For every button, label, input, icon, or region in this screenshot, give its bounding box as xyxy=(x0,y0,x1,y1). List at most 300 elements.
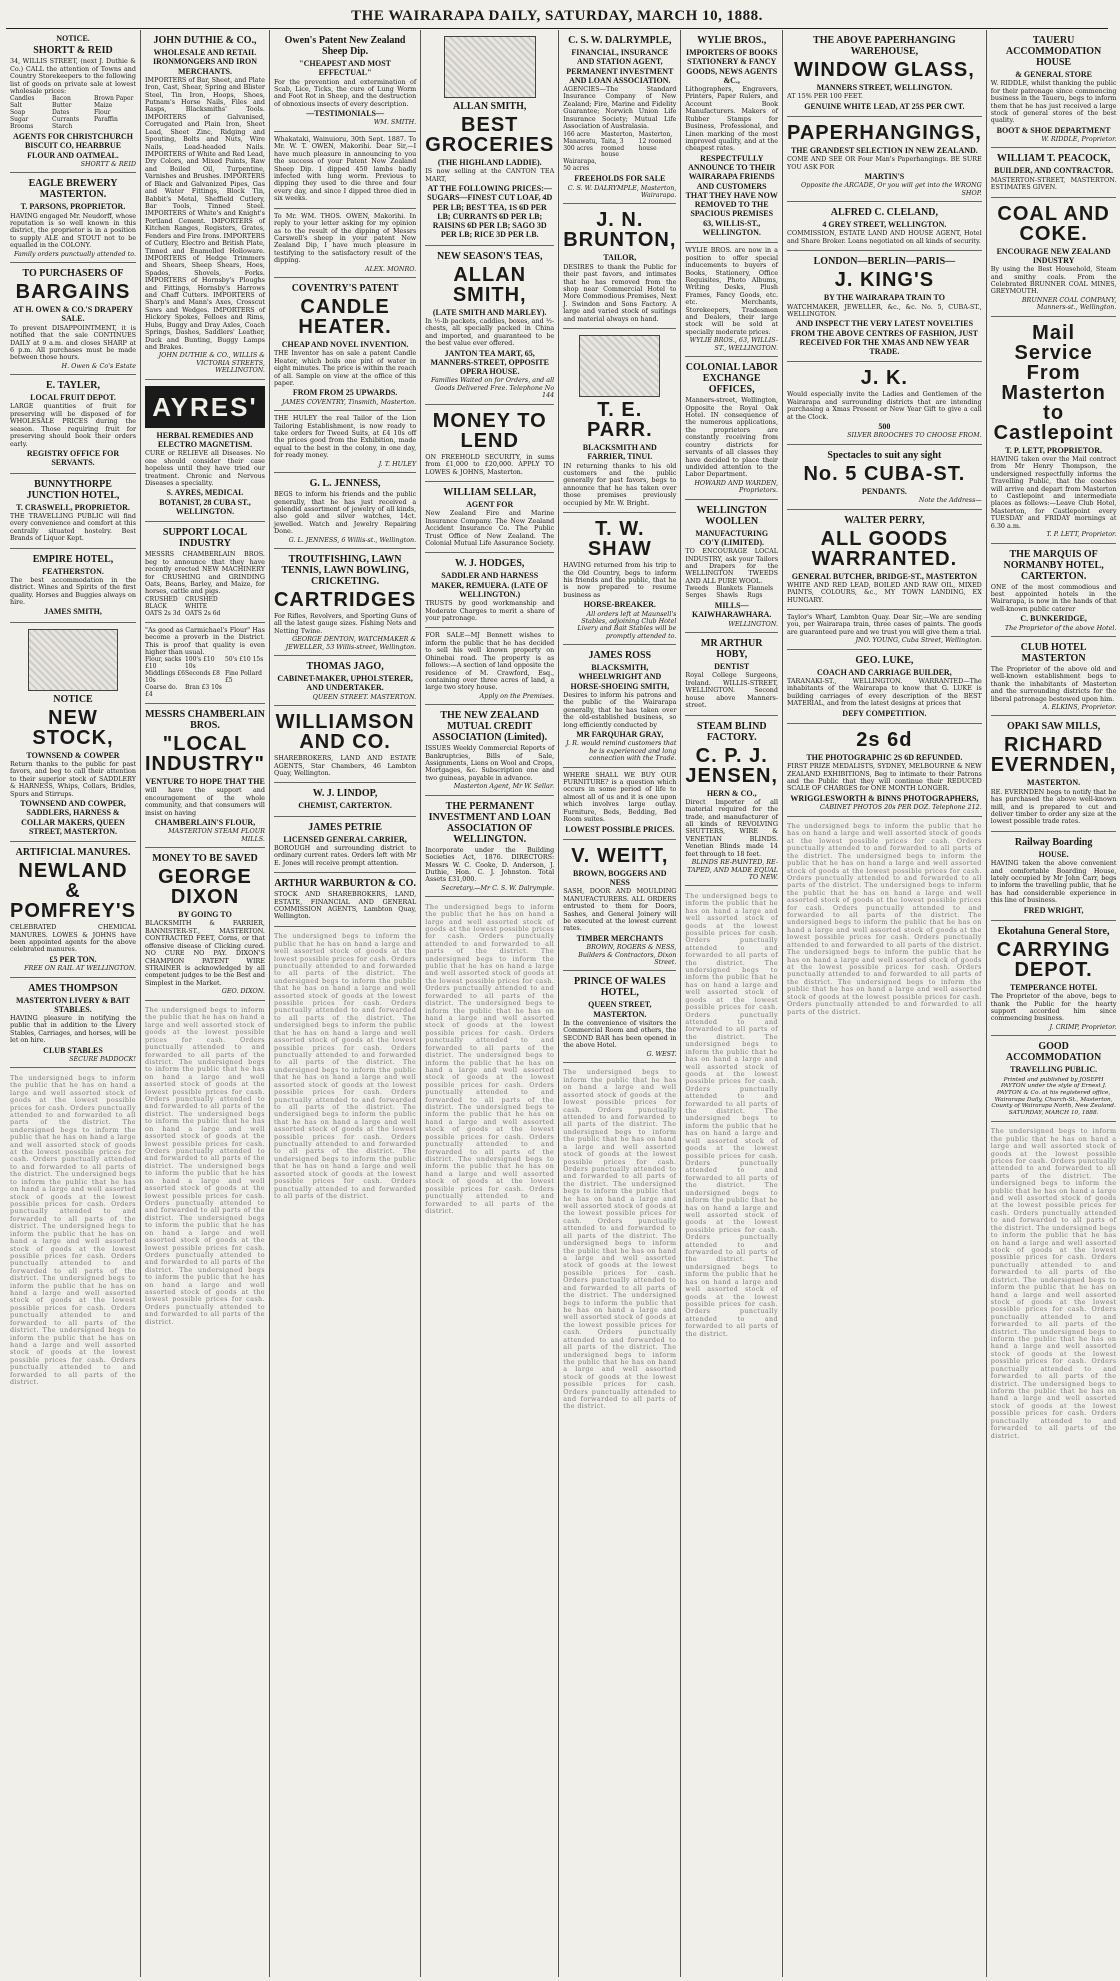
ad-body: HAVING taken the above convenient and comfortable Boarding House, lately occupied by Mr John Carr, begs to inform the travelling public, that he has had considerable experience in this line of business. xyxy=(990,859,1117,905)
ad-headline: GEO. LUKE, xyxy=(855,654,914,666)
ad-signature: GEORGE DENTON, WATCHMAKER & JEWELLER, 53 Willis-street, Wellington. xyxy=(285,635,417,651)
ad-body: ONE of the most commodious and best appointed hotels in the Wairarapa, is now in the hands of that well-known public caterer xyxy=(990,582,1117,613)
ad-headline: JAMES PETRIE xyxy=(308,821,382,833)
ad-subheading: (LATE SMITH AND MARLEY). xyxy=(432,307,547,317)
ad-list-item: Middlings £6 10s xyxy=(145,670,185,685)
advertisement xyxy=(787,650,982,724)
ad-subheading: HOUSE. xyxy=(1038,849,1069,859)
ad-banner: AYRES' xyxy=(145,386,265,428)
advertisement xyxy=(991,716,1117,831)
ad-headline: W. J. LINDOP, xyxy=(312,788,378,800)
ad-headline: OPAKI SAW MILLS, xyxy=(1006,721,1101,733)
advertisement xyxy=(685,243,778,357)
ad-headline: MESSRS CHAMBERLAIN BROS. xyxy=(145,709,265,732)
ad-list-item: 50's £10 15s xyxy=(224,656,264,664)
ad-signature: Apply on the Premises. xyxy=(479,691,555,700)
ad-list-item: Fine Pollard £5 xyxy=(224,670,262,685)
ad-subheading: (THE HIGHLAND LADDIE). xyxy=(437,158,542,167)
ad-extra: FROM FROM 25 UPWARDS. xyxy=(292,388,398,398)
advertisement xyxy=(685,30,778,243)
column-fill-text: The undersigned begs to inform the public that he has on hand a large and well assorted stock of goods at the lowest possible prices for cash. Orders punctually attended to and forwarded to all parts of the district. The undersigned begs to inform the public that he has on hand a large and well assorted stock of goods at the lowest possible prices for cash. Orders punctually attended to and forwarded to all parts of the district. The undersigned begs to inform the public that he has on hand a large and well assorted stock of goods at the lowest possible prices for cash. Orders punctually attended to and forwarded to all parts of the district. The undersigned begs to inform the public that he has on hand a large and well assorted stock of goods at the lowest possible prices for cash. Orders punctually attended to and forwarded to all parts of the district. The undersigned begs to inform the public that he has on hand a large and well assorted stock of goods at the lowest possible prices for cash. Orders punctually attended to and forwarded to all parts of the district. The undersigned begs to inform the public that he has on hand a large and well assorted stock of goods at the lowest possible prices for cash. Orders punctually attended to and forwarded to all parts of the district. xyxy=(145,1006,265,1326)
ad-signature: All orders left at Maunsell's Stables, adjoining Club Hotel Livery and Bait Stables will be promptly attended to. xyxy=(577,609,677,640)
advertisement xyxy=(991,921,1117,1036)
ad-list-item: Serges xyxy=(685,592,707,600)
ad-body: CELEBRATED CHEMICAL MANURES. LOWES & JOHNS have been appointed agents for the above celebrated manures. xyxy=(10,923,136,954)
ad-body: The best accommodation in the district. Wines and Spirits of the first quality. Horses and Buggies always on hire. xyxy=(10,575,136,607)
column-8 xyxy=(987,30,1120,1977)
ad-headline: TROUTFISHING, LAWN TENNIS, LAWN BOWLING, CRICKETING. xyxy=(281,554,409,588)
ad-list-item: Sugar xyxy=(10,116,29,124)
advertisement xyxy=(787,251,982,362)
ad-signature: T. P. LETT, Proprietor. xyxy=(1046,530,1117,539)
ad-subheading: WHOLESALE AND RETAIL IRONMONGERS AND IRON MERCHANTS. xyxy=(152,48,257,76)
advertisement xyxy=(563,204,676,329)
ad-list-item: CRUSHED WHITE OATS 2s 6d xyxy=(184,595,221,617)
ad-body: HAVING engaged Mr. Neudorff, whose reputation is so well known in this district, the proprietor is in a position to supply ALE and STOUT not to be equalled in the COLONY. xyxy=(10,211,136,250)
ad-subheading: FINANCIAL, INSURANCE AND STATION AGENT, PERMANENT INVESTMENT AND LOAN ASSOCIATION. xyxy=(566,48,674,85)
advertisement xyxy=(425,553,554,628)
ad-signature: The Proprietor of the above Hotel. xyxy=(1004,623,1117,632)
ad-signature: WELLINGTON. xyxy=(728,619,778,628)
ad-extra: —TESTIMONIALS— xyxy=(306,109,384,119)
ad-extra: AT THE FOLLOWING PRICES:—SUGARS—FINEST CUT LOAF, 4D PER LB; BEST TEA, 1S 6D PER LB; CURRANTS 6D PER LB; RAISINS 6D PER LB; SAGO 3D PER LB; RICE 3D PER LB. xyxy=(427,184,553,240)
engraving-illustration xyxy=(444,36,536,98)
ad-display-text: J. K. xyxy=(860,367,908,390)
ad-signature: GEO. DIXON. xyxy=(221,987,265,996)
advertisement xyxy=(787,202,982,251)
advertisement xyxy=(787,30,982,117)
ad-signature: G. L. JENNESS, 6 Willis-st., Wellington. xyxy=(288,535,417,544)
ad-body: WATCHMAKER, JEWELLER, &c., &c. No. 5, CUBA-ST., WELLINGTON. xyxy=(787,302,982,318)
ad-extra: £5 PER TON. xyxy=(49,954,97,964)
ad-extra: BOOT & SHOE DEPARTMENT xyxy=(996,125,1111,135)
column-fill-text: The undersigned begs to inform the public that he has on hand a large and well assorted stock of goods at the lowest possible prices for cash. Orders punctually attended to and forwarded to all parts of the district. The undersigned begs to inform the public that he has on hand a large and well assorted stock of goods at the lowest possible prices for cash. Orders punctually attended to and forwarded to all parts of the district. The undersigned begs to inform the public that he has on hand a large and well assorted stock of goods at the lowest possible prices for cash. Orders punctually attended to and forwarded to all parts of the district. The undersigned begs to inform the public that he has on hand a large and well assorted stock of goods at the lowest possible prices for cash. Orders punctually attended to and forwarded to all parts of the district. The undersigned begs to inform the public that he has on hand a large and well assorted stock of goods at the lowest possible prices for cash. Orders punctually attended to and forwarded to all parts of the district. The undersigned begs to inform the public that he has on hand a large and well assorted stock of goods at the lowest possible prices for cash. Orders punctually attended to and forwarded to all parts of the district. xyxy=(273,932,417,1201)
ad-subheading: DENTIST xyxy=(714,662,750,672)
ad-body: To prevent DISAPPOINTMENT, it is notified that the sale CONTINUES DAILY at 9 a.m. and closes SHARP at 6 p.m. All purchases must be made between those hours. xyxy=(10,323,136,362)
ad-headline: WALTER PERRY, xyxy=(844,514,925,526)
ad-headline: COVENTRY'S PATENT xyxy=(291,283,399,295)
advertisement xyxy=(991,832,1117,921)
ad-list-item: Flannels xyxy=(747,585,774,593)
ad-display-text: BARGAINS xyxy=(15,281,131,304)
ad-body: ON FREEHOLD SECURITY, in sums from £1,000 to £20,000. APPLY TO LOWES & JOHNS, Masterton. xyxy=(425,452,555,476)
ad-title: NOTICE. xyxy=(56,34,90,43)
ad-list-item: CRUSHED BLACK OATS 2s 3d xyxy=(145,595,181,617)
ad-headline: G. L. JENNESS, xyxy=(309,478,381,490)
ad-signature: A. ELKINS, Proprietor. xyxy=(1042,703,1117,712)
ad-headline: WELLINGTON WOOLLEN xyxy=(696,504,767,527)
ad-headline: TAUERU ACCOMMODATION HOUSE xyxy=(1005,35,1102,68)
advertisement xyxy=(425,705,554,796)
ad-list-item: Shawls xyxy=(716,592,738,600)
ad-subheading: FEATHERSTON. xyxy=(42,566,104,576)
ad-signature: JAMES COVENTRY, Tinsmith, Masterton. xyxy=(282,397,417,406)
ad-extra: AND INSPECT THE VERY LATEST NOVELTIES FROM THE ABOVE CENTRES OF FASHION, JUST RECEIVED FOR THE XMAS AND NEW YEAR TRADE. xyxy=(790,319,978,357)
ad-list-item: Masterton, Taita, 3 roomed house xyxy=(600,130,635,159)
ad-subheading: CHEMIST, CARTERTON. xyxy=(298,801,392,811)
ad-extra: REGISTRY OFFICE FOR SERVANTS. xyxy=(26,449,120,468)
ad-list-item: Bacon xyxy=(52,95,71,103)
ad-subheading: LOCAL FRUIT DEPOT. xyxy=(30,393,116,403)
advertisement xyxy=(10,30,136,173)
advertisement xyxy=(145,848,265,1000)
ad-signature: WYLIE BROS., 63, WILLIS-ST., WELLINGTON. xyxy=(689,336,778,352)
ad-headline: Owen's Patent New Zealand Sheep Dip. xyxy=(284,35,406,57)
ad-list-item: Tweeds xyxy=(685,585,709,593)
ad-body: Incorporate under the Building Societies Act, 1876. DIRECTORS: Messrs W. C. Cooke, D. Anderson, J. Duthie, Hon. C. J. Johnston. Total Assets £31,000. xyxy=(425,845,555,884)
ad-display-text: NEWLAND & POMFREY'S xyxy=(10,860,136,923)
advertisement xyxy=(787,362,982,444)
column-fill-text: The undersigned begs to inform the public that he has on hand a large and well assorted stock of goods at the lowest possible prices for cash. Orders punctually attended to and forwarded to all parts of the district. The undersigned begs to inform the public that he has on hand a large and well assorted stock of goods at the lowest possible prices for cash. Orders punctually attended to and forwarded to all parts of the district. The undersigned begs to inform the public that he has on hand a large and well assorted stock of goods at the lowest possible prices for cash. Orders punctually attended to and forwarded to all parts of the district. The undersigned begs to inform the public that he has on hand a large and well assorted stock of goods at the lowest possible prices for cash. Orders punctually attended to and forwarded to all parts of the district. The undersigned begs to inform the public that he has on hand a large and well assorted stock of goods at the lowest possible prices for cash. Orders punctually attended to and forwarded to all parts of the district. The undersigned begs to inform the public that he has on hand a large and well assorted stock of goods at the lowest possible prices for cash. Orders punctually attended to and forwarded to all parts of the district. xyxy=(10,1073,136,1387)
ad-headline: SUPPORT LOCAL INDUSTRY xyxy=(162,527,248,550)
ad-list-item: Candles xyxy=(10,95,35,103)
advertisement xyxy=(563,329,676,513)
ad-headline: ALLAN SMITH, xyxy=(453,101,527,112)
ad-subheading: "CHEAPEST AND MOST EFFECTUAL" xyxy=(299,59,392,78)
ad-body: Return thanks to the public for past favors, and beg to call their attention to their superior stock of SADDLERY & HARNESS, Whips, Collars, Bridles, Spurs and Stirrups. xyxy=(10,759,136,798)
ad-body: BEGS to inform his friends and the public generally, that he has just received a splendid assortment of jewelry of all kinds, also gold and silver watches, 14ct. jewelled. Watch and Jewelry Repairing Done. xyxy=(273,490,417,536)
advertisement xyxy=(787,117,982,202)
ad-list-item: Flour xyxy=(94,109,111,117)
ad-signature: J. CRIMP, Proprietor. xyxy=(1049,1022,1117,1031)
ad-signature: Family orders punctually attended to. xyxy=(13,249,136,258)
ad-body: SASH, DOOR AND MOULDING MANUFACTURERS. ALL ORDERS entrusted to them for Doors, Sashes, and General Joinery will be executed at the lowest current rates. xyxy=(563,887,677,933)
ad-subheading: MANUFACTURING CO'Y (LIMITED). xyxy=(695,528,769,547)
ad-signature: MASTERTON STEAM FLOUR MILLS. xyxy=(168,827,265,843)
ad-subheading: TRAVELLING PUBLIC. xyxy=(1010,1065,1098,1075)
ad-body: COMMISSION, ESTATE LAND AND HOUSE AGENT, Hotel and Share Broker. Loans negotiated on all kinds of security. xyxy=(787,229,982,245)
ad-display-text: V. WEITT, xyxy=(571,844,669,867)
ad-list-item: 100's £10 10s xyxy=(184,656,215,671)
advertisement xyxy=(563,645,676,767)
ad-signature: Secretary.—Mr C. S. W. Dalrymple. xyxy=(441,883,555,892)
masthead: THE WAIRARAPA DAILY, SATURDAY, MARCH 10, 1888. xyxy=(6,4,1108,29)
ad-signature: C. S. W. DALRYMPLE, Masterton, Wairarapa. xyxy=(567,183,677,199)
advertisement xyxy=(10,173,136,263)
column-fill-text: The undersigned begs to inform the public that he has on hand a large and well assorted stock of goods at the lowest possible prices for cash. Orders punctually attended to and forwarded to all parts of the district. The undersigned begs to inform the public that he has on hand a large and well assorted stock of goods at the lowest possible prices for cash. Orders punctually attended to and forwarded to all parts of the district. The undersigned begs to inform the public that he has on hand a large and well assorted stock of goods at the lowest possible prices for cash. Orders punctually attended to and forwarded to all parts of the district. The undersigned begs to inform the public that he has on hand a large and well assorted stock of goods at the lowest possible prices for cash. Orders punctually attended to and forwarded to all parts of the district. The undersigned begs to inform the public that he has on hand a large and well assorted stock of goods at the lowest possible prices for cash. Orders punctually attended to and forwarded to all parts of the district. The undersigned begs to inform the public that he has on hand a large and well assorted stock of goods at the lowest possible prices for cash. Orders punctually attended to and forwarded to all parts of the district. xyxy=(990,1127,1117,1440)
ad-list-item: Coarse do. £4 xyxy=(145,684,178,699)
ad-subheading: AT H. OWEN & CO.'S DRAPERY SALE. xyxy=(12,305,134,324)
ad-body: Desires to inform his patrons and the public of the Wairarapa generally, that he has taken over the old-established business, so long efficiently conducted by xyxy=(563,690,677,729)
ad-headline: COLONIAL LABOR EXCHANGE OFFICES, xyxy=(685,362,778,396)
column-1 xyxy=(6,30,141,1977)
advertisement xyxy=(991,544,1117,637)
ad-extra: MARTIN'S xyxy=(864,172,905,182)
ad-list xyxy=(145,657,265,699)
column-3 xyxy=(270,30,421,1977)
ad-body: Royal College Surgeons, Ireland. WILLIS-STREET, WELLINGTON. Second house above Manners-street. xyxy=(685,671,778,710)
advertisement xyxy=(274,411,416,473)
ad-signature: Masterton Agent, Mr W. Sellar. xyxy=(453,782,555,791)
ad-list-item: Seconds £8 xyxy=(184,670,220,678)
engraving-illustration xyxy=(28,629,118,691)
ad-list-item: Starch xyxy=(52,123,73,131)
ad-subheading: TEMPERANCE HOTEL xyxy=(1009,982,1098,992)
ad-body: HAVING pleasure in notifying the public that in addition to the Livery Stables, Carriages, and horses, will be let on hire. xyxy=(10,1014,136,1045)
ad-subheading: TOWNSEND & COWPER xyxy=(26,750,120,760)
ad-subheading: & GENERAL STORE xyxy=(1015,70,1092,79)
advertisement xyxy=(991,637,1117,717)
advertisement xyxy=(145,623,265,704)
ad-extra: JAMES SMITH, xyxy=(44,607,102,617)
ad-subheading: THE GRANDEST SELECTION IN NEW ZEALAND. xyxy=(790,145,978,155)
ad-headline: EAGLE BREWERY MASTERTON. xyxy=(28,178,118,201)
column-fill-text: The undersigned begs to inform the public that he has on hand a large and well assorted stock of goods at the lowest possible prices for cash. Orders punctually attended to and forwarded to all parts of the district. The undersigned begs to inform the public that he has on hand a large and well assorted stock of goods at the lowest possible prices for cash. Orders punctually attended to and forwarded to all parts of the district. The undersigned begs to inform the public that he has on hand a large and well assorted stock of goods at the lowest possible prices for cash. Orders punctually attended to and forwarded to all parts of the district. The undersigned begs to inform the public that he has on hand a large and well assorted stock of goods at the lowest possible prices for cash. Orders punctually attended to and forwarded to all parts of the district. The undersigned begs to inform the public that he has on hand a large and well assorted stock of goods at the lowest possible prices for cash. Orders punctually attended to and forwarded to all parts of the district. The undersigned begs to inform the public that he has on hand a large and well assorted stock of goods at the lowest possible prices for cash. Orders punctually attended to and forwarded to all parts of the district. xyxy=(563,1068,677,1411)
advertisement xyxy=(10,842,136,977)
ad-signature: ALEX. MONRO. xyxy=(364,264,417,273)
ad-subheading: LICENSED GENERAL CARRIER, xyxy=(283,834,407,844)
advertisement xyxy=(787,724,982,817)
ad-headline: GOOD ACCOMMODATION xyxy=(1005,1041,1102,1064)
ad-body: Whakataki, Wainuioru, 30th Sept. 1887. To Mr. W. T. OWEN, Makorihi. Dear Sir,—I have much pleasure in announcing to you the success of your Patent New Zealand Sheep Dip. I dipped 450 lambs badly infected with lung worm. Previous to dipping they used to die three and four every day, and since I dipped three died in six weeks. xyxy=(273,134,417,203)
ad-body: W. RIDDLE, whilst thanking the public for their patronage since commencing business in the Taueru, begs to inform them that he has just received a large stock of general stores of the best quality. xyxy=(990,79,1117,125)
ad-display-text: WINDOW GLASS, xyxy=(794,59,975,81)
ad-list-item: Butter xyxy=(52,102,72,110)
ad-body: BLACKSMITH & FARRIER, BANNISTER-ST., MASTERTON. CONTRACTED FEET, Corns, or that offensive disease of Clicking cured. NO CURE NO PAY. DIXON'S CHAMPION PATENT WIRE STRAINER is acknowledged by all competent judges to be the Best and Simplest in the Market. xyxy=(145,919,265,987)
advertisement xyxy=(563,513,676,645)
advertisement xyxy=(274,656,416,706)
ad-list-item: Flour, sacks £10 xyxy=(145,656,182,671)
ad-display-text: J. KING'S xyxy=(834,269,935,292)
ad-body: Taylor's Wharf, Lambton Quay. Dear Sir,—We are sending you, per Wairarapa train, three cases of paints. The goods are guaranteed pure and we trust you will give them a trial. xyxy=(787,613,982,636)
ad-body: To Mr. WM. THOS. OWEN, Makorihi. In reply to your letter asking for my opinion as to the result of the dipping of Messrs Carswell's sheep in your patent New Zealand Dip, I have much pleasure in testifying to the satisfactory result of the dipping. xyxy=(273,211,417,265)
advertisement xyxy=(10,623,136,842)
ad-extra: MILLS—KAIWHARAWHARA. xyxy=(692,601,772,620)
ad-list-item: Brown Paper xyxy=(94,95,134,103)
ad-headline: W. J. HODGES, xyxy=(455,558,525,570)
ad-body: WYLIE BROS. are now in a position to offer special inducements to buyers of Books, Stationery, Office Requisites, Photo Albums, Writing Desks, Plush Frames, Fancy Goods, etc. etc. Merchants, Storekeepers, Tradesmen and Dealers, their large stock will be sold at specially moderate prices. xyxy=(685,246,778,336)
ad-signature: HOWARD AND WARDEN, Proprietors. xyxy=(694,478,778,495)
ad-subheading: BUILDER, AND CONTRACTOR. xyxy=(994,166,1114,176)
ad-extra: 500 xyxy=(878,422,891,432)
ad-list xyxy=(563,132,676,174)
ad-display-text: Mail Service From Masterton to Castlepoint xyxy=(993,321,1114,444)
ad-body: MASTERTON-STREET, MASTERTON. ESTIMATES GIVEN. xyxy=(990,175,1117,192)
ad-body: The Proprietor of the above old and well-known establishment begs to thank the inhabitants of Masterton and the surrounding districts for the liberal patronage bestowed upon him. xyxy=(990,664,1117,703)
ad-signature: SILVER BROOCHES TO CHOOSE FROM. xyxy=(847,431,982,440)
ad-signature: FREE ON RAIL AT WELLINGTON. xyxy=(24,964,136,973)
advertisement xyxy=(685,500,778,634)
ad-body: IN returning thanks to his old customers and the public generally for past favors, begs to announce that he has taken over those premises previously occupied by Mr. W. Bright. xyxy=(563,461,677,507)
ad-list-item: Soap xyxy=(10,109,26,117)
ad-extra: JANTON TEA MART, 65, MANNERS-STREET, OPPOSITE OPERA HOUSE. xyxy=(430,348,549,377)
ad-subheading: T. P. LETT, PROPRIETOR. xyxy=(1005,445,1103,455)
ad-signature: G. WEST. xyxy=(646,1049,677,1058)
ad-subheading: BY THE WAIRARAPA TRAIN TO xyxy=(823,293,945,303)
advertisement xyxy=(425,30,554,246)
ad-signature: W. RIDDLE, Proprietor. xyxy=(1041,135,1117,144)
ad-headline: NOTICE xyxy=(53,693,93,705)
ad-subheading: BLACKSMITH AND FARRIER, TINUI. xyxy=(582,443,657,462)
ad-body: DESIRES to thank the Public for their past favors, and intimates that he has removed from the shop near Commercial Hotel to More Commodious Premises, Next J. Swindon and Sons Factory. A large and varied stock of suitings and material always on hand. xyxy=(563,262,677,323)
advertisement xyxy=(425,482,554,553)
ad-headline: SHORTT & REID xyxy=(33,45,113,57)
ad-list-item: Paraffin xyxy=(94,116,118,124)
ad-list-item: Dates xyxy=(52,109,70,117)
advertisement xyxy=(991,1036,1117,1122)
ad-extra: RESPECTFULLY ANNOUNCE TO THEIR WAIRARAPA FRIENDS AND CUSTOMERS THAT THEY HAVE NOW REMOVED TO THE SPACIOUS PREMISES 63, WILLIS-ST., WELLINGTON. xyxy=(685,153,778,237)
advertisement xyxy=(685,357,778,499)
ad-display-text: T. W. SHAW xyxy=(587,518,652,561)
ad-body: ISSUES Weekly Commercial Reports of Bankruptcies, Bills of Sale, Assignments, Liens on Wool and Crops, Mortgages, &c. Subscription one and two guineas, payable in advance. xyxy=(425,744,555,782)
ad-body: HAVING returned from his trip to the Old Country, begs to inform his friends and the public, that he is now prepared to resume business as xyxy=(563,561,677,599)
ad-body: AT 15% PER 100 FEET. xyxy=(787,92,863,101)
advertisement xyxy=(787,610,982,650)
ad-signature: J. T. HULEY xyxy=(378,459,417,468)
advertisement xyxy=(274,473,416,549)
advertisement xyxy=(425,246,554,405)
ad-signature: J. R. would remind customers that he is experienced and long connection with the Trade. xyxy=(565,739,677,763)
ad-subheading: ENCOURAGE NEW ZEALAND INDUSTRY xyxy=(996,246,1111,265)
advertisement xyxy=(563,971,676,1063)
ad-extra: FREEHOLDS FOR SALE xyxy=(574,174,666,184)
ad-display-text: CARRYING DEPOT. xyxy=(996,938,1111,981)
advertisement xyxy=(274,209,416,278)
ad-list xyxy=(685,586,778,600)
ad-signature: JNO. YOUNG, Cuba Street, Wellington. xyxy=(855,636,982,645)
ad-subheading: VENTURE TO HOPE THAT THE xyxy=(145,777,265,787)
advertisement xyxy=(563,30,676,204)
ad-body: For Rifles, Revolvers, and Sporting Guns of all the latest gauge sizes. Fishing Nets and Netting Twine. xyxy=(273,612,417,635)
ad-extra: CHAMBERLAIN'S FLOUR, xyxy=(154,818,256,828)
column-5 xyxy=(559,30,681,1977)
ad-extra: AGENTS FOR CHRISTCHURCH BISCUIT CO, HEARBRUE FLOUR AND OATMEAL. xyxy=(12,132,133,160)
advertisement xyxy=(274,30,416,132)
ad-body: Would especially invite the Ladies and Gentlemen of the Wairarapa and surrounding districts that are intending purchasing a Xmas Present or New Year Gift to give a call at the Clock. xyxy=(787,390,982,421)
ad-signature: WM. SMITH. xyxy=(373,118,417,127)
ad-body: HAVING taken over the Mail contract from Mr Henry Thompson, the undersigned respectfully informs the Travelling Public, that the coaches will arrive and depart from Masterton to Castlepoint and intermediate places as follows:—Leave Club Hotel, Masterton, for Castlepoint every TUESDAY and FRIDAY mornings at 6.30 a.m. xyxy=(990,454,1117,530)
ad-list-item: Blankets xyxy=(716,585,743,593)
ad-extra: DEFY COMPETITION. xyxy=(842,708,927,718)
ad-headline: WILLIAM SELLAR, xyxy=(443,486,537,498)
ad-signature: QUEEN STREET. MASTERTON. xyxy=(312,692,417,701)
ad-body: By using the Best Household, Steam and smithy coals. From the Celebrated BRUNNER COAL MINES, GREYMOUTH. xyxy=(990,265,1117,296)
ad-subheading: QUEEN STREET, MASTERTON. xyxy=(588,1000,652,1019)
ad-list xyxy=(10,96,136,131)
ad-body: IS now selling at the CANTON TEA MART, xyxy=(425,167,555,183)
advertisement xyxy=(685,633,778,715)
column-6 xyxy=(681,30,783,1977)
ad-extra: GENUINE WHITE LEAD, AT 25S PER CWT. xyxy=(804,101,965,111)
ad-subheading: SADDLER AND HARNESS MAKER, REMUERA. (LATE OF WELLINGTON.) xyxy=(431,571,549,599)
advertisement xyxy=(274,817,416,874)
advertisement xyxy=(425,628,554,705)
ad-display-text: BEST GROCERIES xyxy=(425,114,555,156)
ad-display-text: WILLIAMSON AND CO. xyxy=(275,711,415,754)
ad-display-text: MONEY TO LEND xyxy=(432,409,547,452)
ad-headline: Spectacles to suit any sight xyxy=(827,449,942,461)
ad-headline: JAMES ROSS xyxy=(588,650,652,662)
ad-display-text: 2s 6d xyxy=(856,728,913,751)
advertisement xyxy=(10,474,136,549)
ad-subheading: 4 GREY STREET, WELLINGTON. xyxy=(822,220,947,230)
advertisement xyxy=(685,716,778,887)
ad-subheading: GENERAL BUTCHER, BRIDGE-ST., MASTERTON xyxy=(791,571,977,581)
ad-body: COME AND SEE OR Four Man's Paperhangings. BE SURE YOU ASK FOR xyxy=(787,155,982,171)
ad-body: FIRST PRIZE MEDALISTS, SYDNEY, MELBOURNE & NEW ZEALAND EXHIBITIONS, Beg to intimate to their Patrons and the Public that they will continue their REDUCED SCALE OF CHARGES for ONE MONTH LONGER. xyxy=(787,762,982,793)
ad-signature: Families Waited on for Orders, and all Goods Delivered Free. Telephone No 144 xyxy=(430,376,555,400)
ad-list-item: Currants xyxy=(52,116,80,124)
advertisement xyxy=(274,549,416,656)
ad-display-text: J. N. BRUNTON, xyxy=(563,209,677,252)
ad-display-text: C. P. J. JENSEN, xyxy=(685,744,778,787)
ad-body: TARANAKI-ST., WELLINGTON. WARRANTED—The inhabitants of the Wairarapa to know that G. LUKE is building carriages of every description of the BEST MATERIAL, and from the latest designs at prices that xyxy=(787,677,982,708)
ad-list-item: Brooms xyxy=(10,123,34,131)
ad-display-text: "LOCAL INDUSTRY" xyxy=(145,733,265,776)
ad-display-text: ALL GOODS WARRANTED. xyxy=(811,527,958,570)
ad-subheading: HERN & CO., xyxy=(706,788,757,798)
ad-extra: TIMBER MERCHANTS xyxy=(576,933,664,943)
ad-list-item: Wairarapa, 50 acres xyxy=(563,158,597,173)
ad-subheading: BROWN, BOGGERS AND NESS xyxy=(573,868,667,888)
ad-body: Lithographers, Engravers, Printers, Paper Rulers, and Account Book Manufacturers. Makers of Rubber Stamps for Business, Professional, and Linen marking of the most improved quality, and at the cheapest rates. xyxy=(685,85,778,153)
ad-list xyxy=(145,597,265,618)
ad-headline: CLUB HOTEL MASTERTON xyxy=(1020,641,1087,664)
ad-list-item: Masterton, 12 roomed house xyxy=(638,130,673,152)
ad-body: SHAREBROKERS, LAND AND ESTATE AGENTS, Star Chambers, 46 Lambton Quay, Wellington. xyxy=(273,754,417,777)
ad-body: TO ENCOURAGE LOCAL INDUSTRY, ask your Tailors and Drapers for the WELLINGTON TWEEDS AND ALL PURE WOOL. xyxy=(685,547,778,585)
ad-extra: FRED WRIGHT, xyxy=(1023,905,1084,915)
ad-headline: THOMAS JAGO, xyxy=(306,661,384,673)
ad-signature: BROWN, ROGERS & NESS, Builders & Contractors, Dixon Street. xyxy=(578,943,677,967)
ad-signature: Note the Address— xyxy=(918,496,982,505)
advertisement xyxy=(991,317,1117,544)
ad-subheading: MANNERS STREET, WELLINGTON. xyxy=(816,83,953,92)
ad-headline: THE PERMANENT INVESTMENT AND LOAN ASSOCIATION OF WELLINGTON. xyxy=(428,800,551,845)
ad-extra: WRIGGLESWORTH & BINNS PHOTOGRAPHERS, xyxy=(790,793,979,803)
ad-subheading: HERBAL REMEDIES AND ELECTRO MAGNETISM. xyxy=(156,430,254,450)
ad-signature: CABINET PHOTOS 20s PER DOZ. Telephone 212. xyxy=(819,803,982,812)
ad-body: MESSRS CHAMBERLAIN BROS. beg to announce that they have recently erected NEW MACHINERY for CRUSHING and GRINDING Oats, Beans, Barley, and Maize, for horses, cattle and pigs. xyxy=(145,550,265,596)
ad-headline: MR ARTHUR HOBY, xyxy=(700,638,763,661)
ad-extra: LOWEST POSSIBLE PRICES. xyxy=(565,824,675,834)
advertisement xyxy=(563,768,676,840)
ad-body: For the prevention and extermination of Scab, Lice, Ticks, the cure of Lung Worm and Foot Rot in Sheep, and the destruction of obnoxious insects of every description. xyxy=(273,77,417,108)
advertisement xyxy=(425,796,554,898)
ad-body: 34, WILLIS STREET, (next J. Duthie & Co.) CALL the attention of Towns and Country Storekeepers to the following list of goods on private sale at lowest wholesale prices: xyxy=(10,57,136,95)
ad-signature: BLINDS RE-PAINTED, RE-TAPED, AND MADE EQUAL TO NEW. xyxy=(687,858,778,881)
advertisement xyxy=(145,704,265,848)
ad-display-text: RICHARD EVERNDEN, xyxy=(990,734,1117,777)
ad-extra: MR FARQUHAR GRAY, xyxy=(576,730,664,740)
column-fill-text: The undersigned begs to inform the public that he has on hand a large and well assorted stock of goods at the lowest possible prices for cash. Orders punctually attended to and forwarded to all parts of the district. The undersigned begs to inform the public that he has on hand a large and well assorted stock of goods at the lowest possible prices for cash. Orders punctually attended to and forwarded to all parts of the district. The undersigned begs to inform the public that he has on hand a large and well assorted stock of goods at the lowest possible prices for cash. Orders punctually attended to and forwarded to all parts of the district. The undersigned begs to inform the public that he has on hand a large and well assorted stock of goods at the lowest possible prices for cash. Orders punctually attended to and forwarded to all parts of the district. The undersigned begs to inform the public that he has on hand a large and well assorted stock of goods at the lowest possible prices for cash. Orders punctually attended to and forwarded to all parts of the district. The undersigned begs to inform the public that he has on hand a large and well assorted stock of goods at the lowest possible prices for cash. Orders punctually attended to and forwarded to all parts of the district. xyxy=(425,902,555,1215)
column-fill-text: The undersigned begs to inform the public that he has on hand a large and well assorted stock of goods at the lowest possible prices for cash. Orders punctually attended to and forwarded to all parts of the district. The undersigned begs to inform the public that he has on hand a large and well assorted stock of goods at the lowest possible prices for cash. Orders punctually attended to and forwarded to all parts of the district. The undersigned begs to inform the public that he has on hand a large and well assorted stock of goods at the lowest possible prices for cash. Orders punctually attended to and forwarded to all parts of the district. The undersigned begs to inform the public that he has on hand a large and well assorted stock of goods at the lowest possible prices for cash. Orders punctually attended to and forwarded to all parts of the district. The undersigned begs to inform the public that he has on hand a large and well assorted stock of goods at the lowest possible prices for cash. Orders punctually attended to and forwarded to all parts of the district. The undersigned begs to inform the public that he has on hand a large and well assorted stock of goods at the lowest possible prices for cash. Orders punctually attended to and forwarded to all parts of the district. xyxy=(787,821,982,1016)
ad-body: "As good as Carmichael's Flour" Has become a proverb in the District. This is proof that quality is even higher than usual. xyxy=(145,625,265,656)
column-2 xyxy=(141,30,270,1977)
advertisement xyxy=(274,132,416,209)
advertisement xyxy=(274,706,416,783)
ad-body: In the convenience of visitors the Commercial Room and others, the SECOND BAR has been opened in the above Hotel. xyxy=(563,1018,677,1050)
advertisement xyxy=(10,978,136,1069)
ad-subheading: AGENT FOR xyxy=(466,499,514,509)
ad-display-text: CARTRIDGES xyxy=(273,589,417,612)
ad-signature: SHORTT & REID xyxy=(80,159,136,168)
ad-body: WHERE SHALL WE BUY OUR FURNITURE? is a question which occurs in some period of life to almost all of us and it is one upon which involves large outlay. Furniture, Beds, Bedding, Bed Room suites. xyxy=(563,770,677,824)
ad-extra: S. AYRES, MEDICAL BOTANIST, 28 CUBA ST., WELLINGTON. xyxy=(159,488,251,516)
ad-body: RE. EVERNDEN begs to notify that he has purchased the above well-known mill, and is prepared to cut and deliver timber to order any size at the lowest possible trade rates. xyxy=(990,787,1117,826)
ad-display-text: NEW STOCK, xyxy=(32,706,114,749)
advertisement xyxy=(10,375,136,473)
ad-subheading: CABINET-MAKER, UPHOLSTERER, AND UNDERTAKER. xyxy=(277,674,413,693)
ad-body: BOROUGH and surrounding district to ordinary current rates. Orders left with Mr E. Jones will receive prompt attention. xyxy=(273,843,417,867)
ad-headline: PRINCE OF WALES HOTEL, xyxy=(573,976,666,999)
ad-display-text: GEORGE DIXON xyxy=(158,866,252,909)
ad-body: TRUSTS by good workmanship and Moderate Charges to merit a share of your patronage. xyxy=(425,599,555,622)
ad-extra: TOWNSEND AND COWPER, SADDLERS, HARNESS & COLLAR MAKERS, QUEEN STREET, MASTERTON. xyxy=(20,799,126,836)
advertisement xyxy=(274,783,416,816)
ad-headline: THE NEW ZEALAND MUTUAL CREDIT ASSOCIATION (Limited). xyxy=(432,710,548,744)
ad-subheading: T. CRASWELL, PROPRIETOR. xyxy=(16,502,130,512)
